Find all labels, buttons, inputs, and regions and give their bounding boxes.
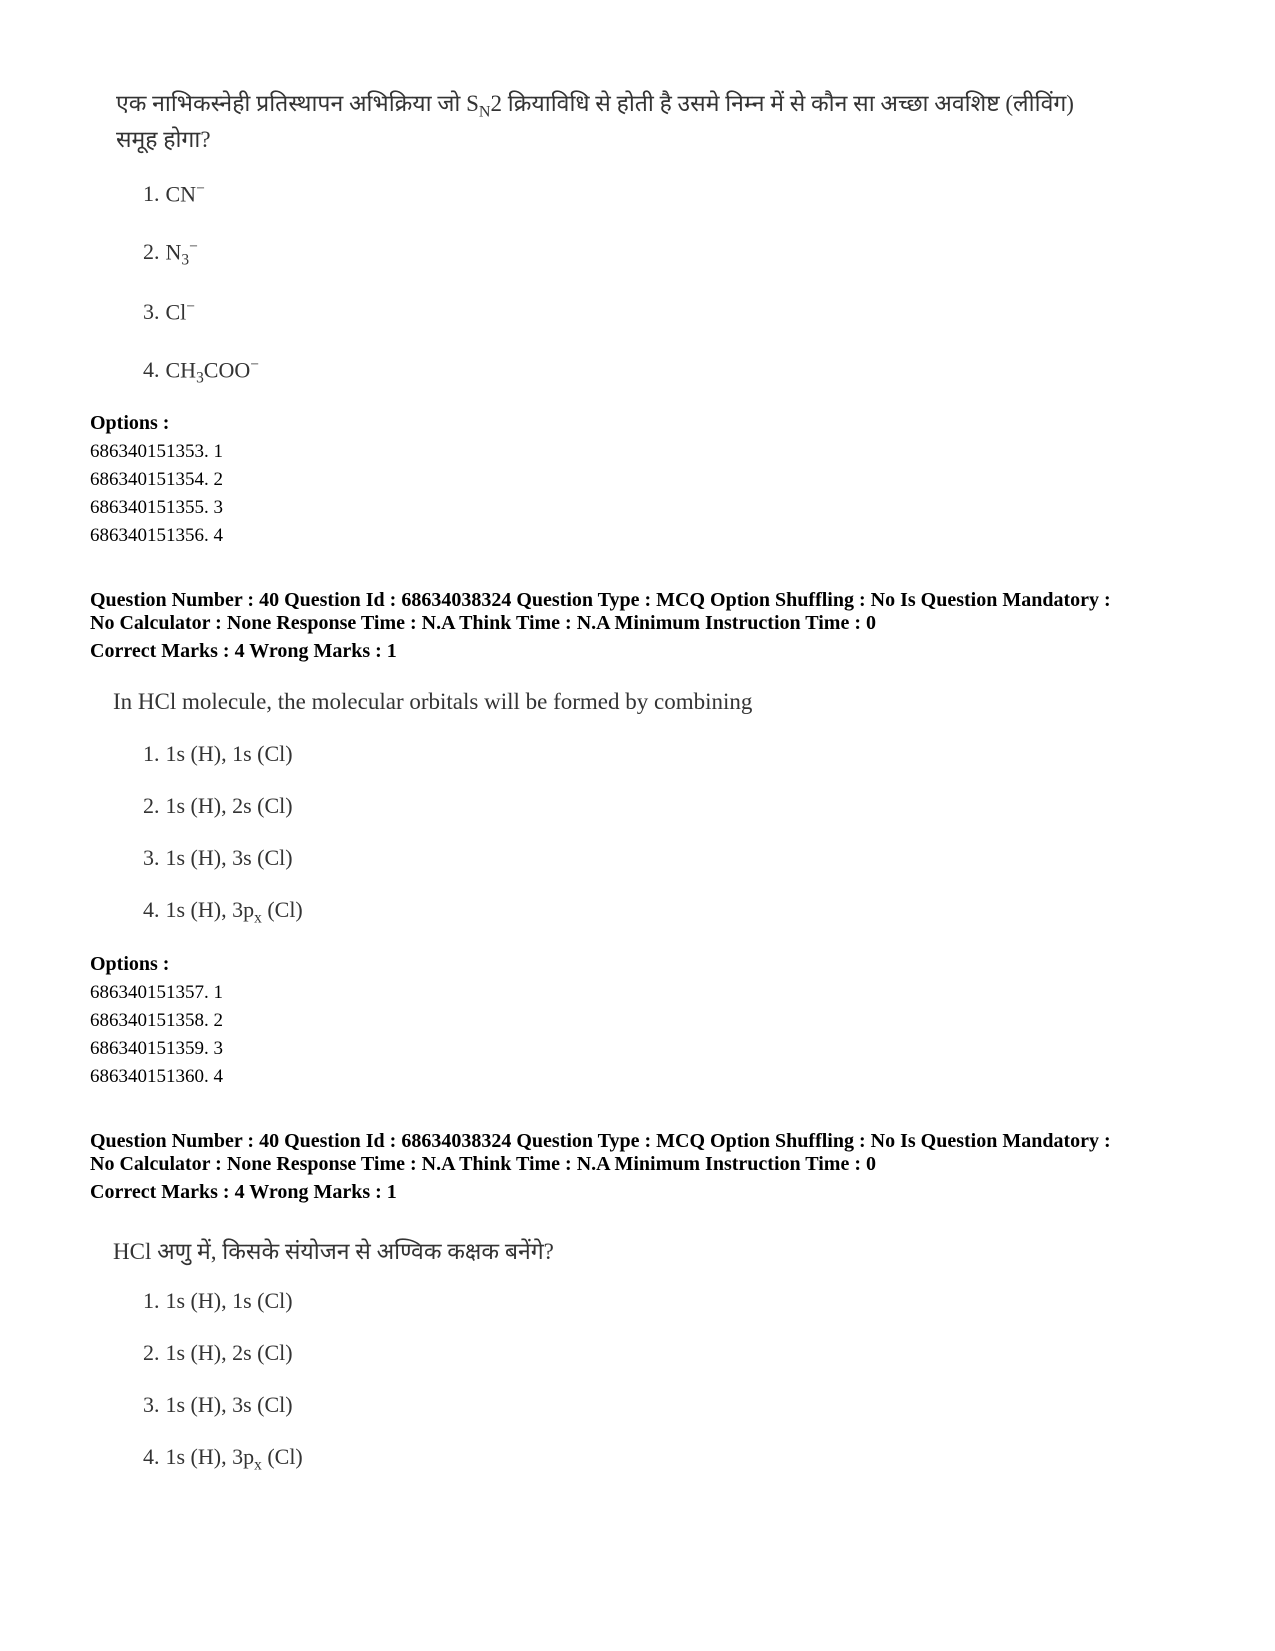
question-text-line-2: समूह होगा? (116, 127, 211, 152)
choice-subscript: x (254, 1456, 262, 1474)
question-meta-line-2: No Calculator : None Response Time : N.A Think Time : N.A Minimum Instruction Time : 0 (90, 1153, 876, 1175)
choice-text: 1s (H), 2s (Cl) (165, 1340, 293, 1365)
question-meta-line-1: Question Number : 40 Question Id : 68634038324 Question Type : MCQ Option Shuffling : No Is Question Mandatory : (90, 589, 1111, 611)
question-text-line-1 (116, 86, 1074, 122)
question-text: In HCl molecule, the molecular orbitals will be formed by combining (113, 689, 753, 714)
option-code: 686340151358. 2 (90, 1010, 223, 1031)
option-code: 686340151353. 1 (90, 441, 223, 462)
choice-2 (143, 793, 293, 819)
choice-subscript: 3 (196, 369, 204, 387)
question-meta-line-2: No Calculator : None Response Time : N.A Think Time : N.A Minimum Instruction Time : 0 (90, 612, 876, 634)
choice-number: 3. (143, 845, 160, 870)
choice-text: 1s (H), 3p (165, 1444, 255, 1469)
choice-number: 2. (143, 239, 160, 265)
choice-number: 3. (143, 299, 160, 325)
choice-formula: CN (165, 181, 197, 207)
choice-charge: − (250, 356, 259, 373)
choice-text: 1s (H), 1s (Cl) (165, 1288, 293, 1313)
choice-1 (143, 180, 205, 207)
option-code: 686340151357. 1 (90, 982, 223, 1003)
choice-2 (143, 1340, 293, 1366)
choice-number: 2. (143, 793, 160, 818)
choice-text: 1s (H), 2s (Cl) (165, 793, 293, 818)
choice-3 (143, 298, 195, 325)
choice-text: 1s (H), 1s (Cl) (165, 741, 293, 766)
choice-text: 1s (H), 3s (Cl) (165, 845, 293, 870)
choice-number: 2. (143, 1340, 160, 1365)
choice-number: 1. (143, 181, 160, 207)
choice-text: 1s (H), 3s (Cl) (165, 1392, 293, 1417)
choice-charge: − (189, 238, 198, 255)
choice-4 (143, 1444, 303, 1474)
choice-2 (143, 238, 198, 270)
question-text-part: एक नाभिकस्नेही प्रतिस्थापन अभिक्रिया जो S (116, 91, 479, 116)
choice-number: 3. (143, 1392, 160, 1417)
choice-number: 4. (143, 1444, 160, 1469)
question-text-subscript: N (478, 103, 491, 121)
choice-charge: − (186, 298, 195, 315)
options-label: Options : (90, 412, 170, 434)
question-meta-line-1: Question Number : 40 Question Id : 68634038324 Question Type : MCQ Option Shuffling : No Is Question Mandatory : (90, 1130, 1111, 1152)
choice-4 (143, 897, 303, 927)
choice-4 (143, 356, 259, 388)
question-marks: Correct Marks : 4 Wrong Marks : 1 (90, 640, 397, 662)
choice-formula: CH (165, 357, 197, 383)
choice-text: (Cl) (261, 897, 303, 922)
choice-charge: − (196, 180, 205, 197)
choice-subscript: x (254, 909, 262, 927)
option-code: 686340151359. 3 (90, 1038, 223, 1059)
choice-1 (143, 1288, 293, 1314)
choice-number: 4. (143, 357, 160, 383)
option-code: 686340151355. 3 (90, 497, 223, 518)
option-code: 686340151354. 2 (90, 469, 223, 490)
option-code: 686340151360. 4 (90, 1066, 223, 1087)
options-label: Options : (90, 953, 170, 975)
choice-number: 1. (143, 1288, 160, 1313)
choice-formula: N (165, 239, 182, 265)
question-text: HCl अणु में, किसके संयोजन से अण्विक कक्षक बनेंगे? (113, 1239, 554, 1264)
choice-text: 1s (H), 3p (165, 897, 255, 922)
choice-formula: COO (203, 357, 251, 383)
choice-3 (143, 845, 293, 871)
choice-text: (Cl) (261, 1444, 303, 1469)
choice-1 (143, 741, 293, 767)
choice-formula: Cl (165, 299, 187, 325)
question-marks: Correct Marks : 4 Wrong Marks : 1 (90, 1181, 397, 1203)
choice-3 (143, 1392, 293, 1418)
choice-number: 1. (143, 741, 160, 766)
option-code: 686340151356. 4 (90, 525, 223, 546)
question-text-part: 2 क्रियाविधि से होती है उसमे निम्न में से कौन सा अच्छा अवशिष्ट (लीविंग) (490, 91, 1074, 116)
choice-subscript: 3 (181, 251, 190, 269)
choice-number: 4. (143, 897, 160, 922)
